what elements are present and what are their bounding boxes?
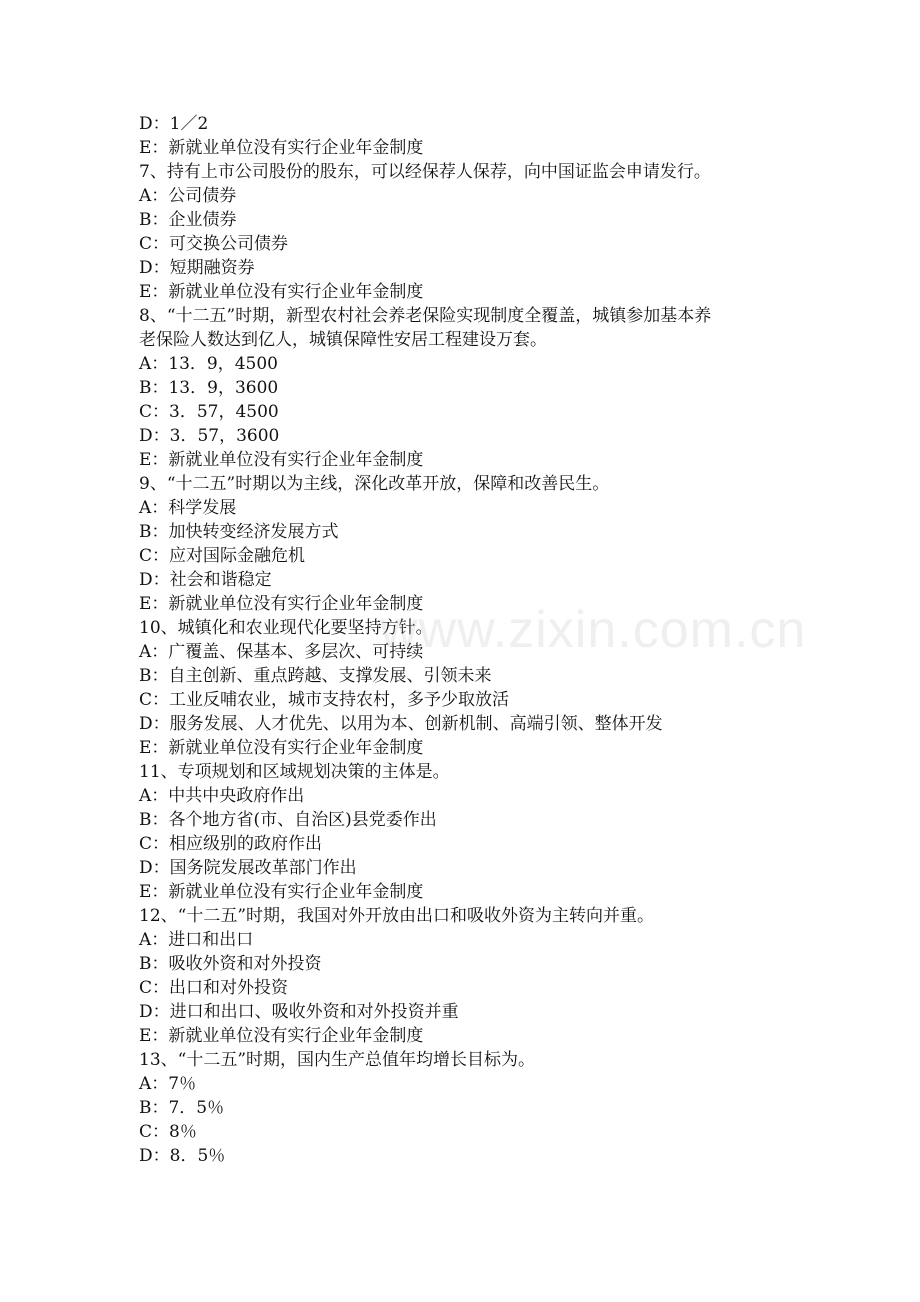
option-line: A：科学发展 <box>139 498 237 518</box>
option-line: E：新就业单位没有实行企业年金制度 <box>139 450 424 470</box>
question-line: 10、城镇化和农业现代化要坚持方针。 <box>139 618 433 638</box>
option-line: E：新就业单位没有实行企业年金制度 <box>139 282 424 302</box>
question-line: 8、“十二五”时期，新型农村社会养老保险实现制度全覆盖，城镇参加基本养 <box>139 306 712 326</box>
option-line: C：相应级别的政府作出 <box>139 834 323 854</box>
option-line: B：13．9，3600 <box>139 378 279 398</box>
option-line: C：3．57，4500 <box>139 402 279 422</box>
option-line: C：应对国际金融危机 <box>139 546 306 566</box>
option-line: B：加快转变经济发展方式 <box>139 522 339 542</box>
option-line: A：进口和出口 <box>139 930 254 950</box>
option-line: D：国务院发展改革部门作出 <box>139 858 357 878</box>
option-line: E：新就业单位没有实行企业年金制度 <box>139 1026 424 1046</box>
document-body <box>139 112 789 1168</box>
option-line: A：7％ <box>139 1074 197 1094</box>
option-line: C：出口和对外投资 <box>139 978 289 998</box>
question-line: 12、“十二五”时期，我国对外开放由出口和吸收外资为主转向并重。 <box>139 906 655 926</box>
option-line: E：新就业单位没有实行企业年金制度 <box>139 594 424 614</box>
option-line: A：广覆盖、保基本、多层次、可持续 <box>139 642 424 662</box>
option-line: B：7．5％ <box>139 1098 225 1118</box>
option-line: B：自主创新、重点跨越、支撑发展、引领未来 <box>139 666 492 686</box>
option-line: C：8％ <box>139 1122 197 1142</box>
option-line: D：1／2 <box>139 114 209 134</box>
option-line: D：短期融资券 <box>139 258 255 278</box>
option-line: E：新就业单位没有实行企业年金制度 <box>139 882 424 902</box>
option-line: B：吸收外资和对外投资 <box>139 954 322 974</box>
option-line: E：新就业单位没有实行企业年金制度 <box>139 138 424 158</box>
option-line: A：公司债券 <box>139 186 237 206</box>
option-line: C：可交换公司债券 <box>139 234 289 254</box>
option-line: D：3．57，3600 <box>139 426 280 446</box>
option-line: E：新就业单位没有实行企业年金制度 <box>139 738 424 758</box>
option-line: B：企业债券 <box>139 210 237 230</box>
option-line: D：社会和谐稳定 <box>139 570 272 590</box>
option-line: A：13．9，4500 <box>139 354 278 374</box>
question-line: 13、“十二五”时期，国内生产总值年均增长目标为。 <box>139 1050 536 1070</box>
option-line: D：8．5％ <box>139 1146 226 1166</box>
option-line: A：中共中央政府作出 <box>139 786 305 806</box>
watermark: www.zixin.com.cn <box>380 601 807 659</box>
question-line: 11、专项规划和区域规划决策的主体是。 <box>139 762 450 782</box>
option-line: C：工业反哺农业，城市支持农村，多予少取放活 <box>139 690 510 710</box>
option-line: B：各个地方省(市、自治区)县党委作出 <box>139 810 437 830</box>
option-line: D：服务发展、人才优先、以用为本、创新机制、高端引领、整体开发 <box>139 714 663 734</box>
question-line: 9、“十二五”时期以为主线，深化改革开放，保障和改善民生。 <box>139 474 610 494</box>
option-line: D：进口和出口、吸收外资和对外投资并重 <box>139 1002 459 1022</box>
question-line: 老保险人数达到亿人，城镇保障性安居工程建设万套。 <box>139 330 547 350</box>
question-line: 7、持有上市公司股份的股东，可以经保荐人保荐，向中国证监会申请发行。 <box>139 162 711 182</box>
